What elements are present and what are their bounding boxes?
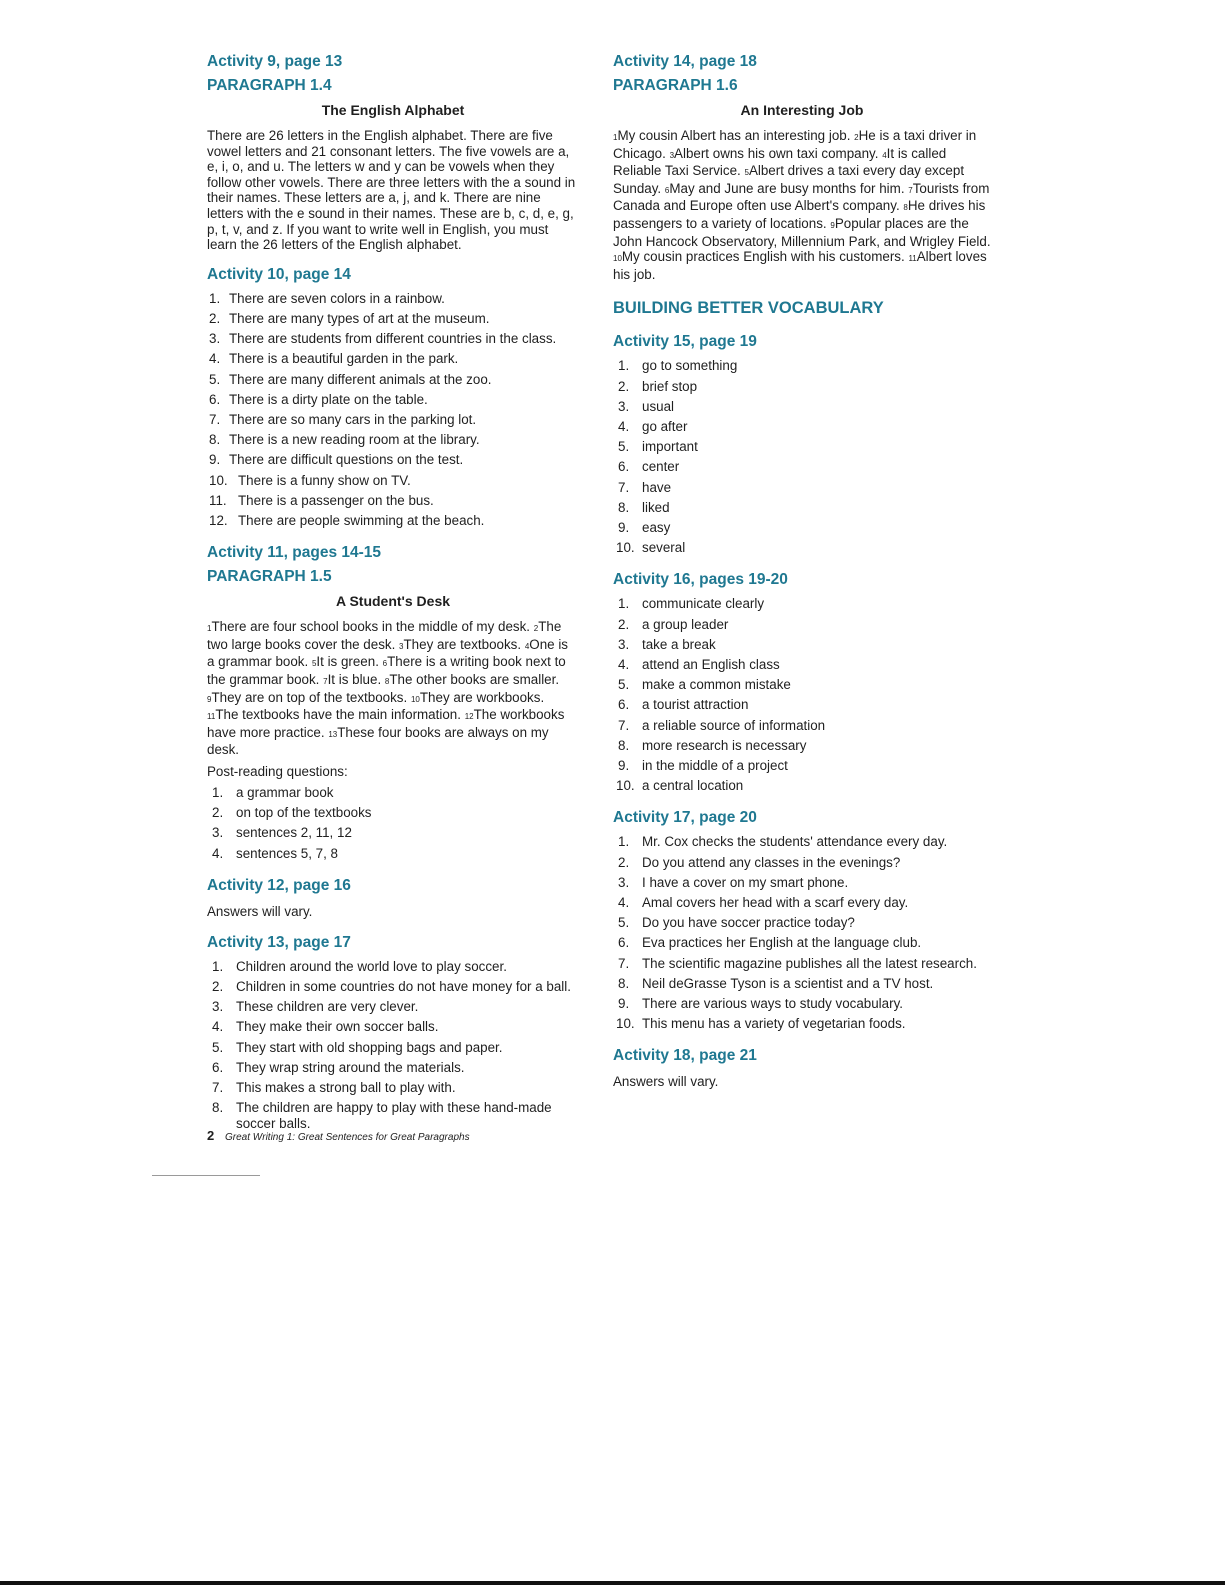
list-item: 2. brief stop <box>618 378 698 394</box>
list-item: 8. more research is necessary <box>618 737 807 753</box>
paragraph-title: An Interesting Job <box>740 102 864 118</box>
list-item: 5. make a common mistake <box>618 677 791 693</box>
list-item: 2. There are many types of art at the museum. <box>209 310 490 326</box>
list-item: 11. There is a passenger on the bus. <box>209 492 434 508</box>
activity-13-list <box>207 957 579 1132</box>
page-number: 2 <box>207 1128 215 1143</box>
list-item: 7. This makes a strong ball to play with. <box>212 1079 456 1095</box>
list-item: 1. a grammar book <box>212 784 334 800</box>
page-footer <box>207 1128 470 1146</box>
list-item: 6. center <box>618 459 680 475</box>
list-item: 3. sentences 2, 11, 12 <box>212 825 352 841</box>
activity-17-list <box>613 832 991 1034</box>
paragraph-text: 1My cousin Albert has an interesting job. 2He is a taxi driver in Chicago. 3Albert owns his own taxi company. 4It is called Reliable Taxi Service. 5Albert drives a taxi every day except Sunday. 6May and June are busy months for him. 7Tourists from Canada and Europe often use Albert's company. 8He drives his passengers to a variety of locations. 9Popular places are the John Hancock Observatory, Millennium Park, and Wrigley Field. 10My cousin practices English with his customers. 11Albert loves his job. <box>613 128 991 282</box>
list-item: 4. They make their own soccer balls. <box>212 1019 439 1035</box>
list-item: 10. several <box>616 540 686 556</box>
list-item: 4. go after <box>618 418 688 434</box>
activity-9-heading: Activity 9, page 13 <box>207 53 343 70</box>
answers-note: Answers will vary. <box>207 903 313 919</box>
activity-15-heading: Activity 15, page 19 <box>613 333 757 351</box>
activity-17-heading: Activity 17, page 20 <box>613 809 757 827</box>
list-item: 4. Amal covers her head with a scarf every day. <box>618 895 909 911</box>
list-item: 3. These children are very clever. <box>212 999 419 1015</box>
activity-12-heading: Activity 12, page 16 <box>207 876 351 894</box>
list-item: 2. on top of the textbooks <box>212 805 372 821</box>
list-item: 7. The scientific magazine publishes all the latest research. <box>618 955 977 971</box>
list-item: 5. Do you have soccer practice today? <box>618 915 855 931</box>
paragraph-title: The English Alphabet <box>321 102 465 118</box>
paragraph-text: There are 26 letters in the English alphabet. There are five vowel letters and 21 consonant letters. The five vowels are a, e, i, o, and u. The letters w and y can be vowels when they follow other vowels. There are three letters with the a sound in their names. These letters are a, j, and k. There are nine letters with the e sound in their names. These are b, c, d, e, g, p, t, v, and z. If you want to write well in English, you must learn the 26 letters of the English alphabet. <box>207 128 576 253</box>
list-item: 5. They start with old shopping bags and paper. <box>212 1039 503 1055</box>
list-item: 10. a central location <box>616 778 744 794</box>
divider <box>152 1175 260 1176</box>
paragraph-1-4-label: PARAGRAPH 1.4 <box>207 77 332 94</box>
activity-16-heading: Activity 16, pages 19-20 <box>613 571 788 589</box>
answers-note: Answers will vary. <box>613 1074 719 1090</box>
post-reading-label: Post-reading questions: <box>207 763 348 779</box>
paragraph-1-6-label: PARAGRAPH 1.6 <box>613 77 738 94</box>
list-item: 9. There are various ways to study vocabulary. <box>618 996 903 1012</box>
activity-13-heading: Activity 13, page 17 <box>207 933 351 951</box>
list-item: 4. attend an English class <box>618 656 780 672</box>
book-title: Great Writing 1: Great Sentences for Great Paragraphs <box>225 1132 470 1143</box>
list-item: 1. communicate clearly <box>618 596 765 612</box>
list-item: 6. They wrap string around the materials. <box>212 1059 465 1075</box>
activity-16-list <box>613 594 991 796</box>
list-item: 6. a tourist attraction <box>618 697 749 713</box>
paragraph-title: A Student's Desk <box>335 593 451 610</box>
list-item: 8. liked <box>618 499 670 515</box>
left-column <box>207 50 579 1131</box>
list-item: 5. There are many different animals at the zoo. <box>209 371 492 387</box>
list-item: 7. have <box>618 479 672 495</box>
list-item: 3. take a break <box>618 636 716 652</box>
paragraph-1-5-label: PARAGRAPH 1.5 <box>207 568 332 586</box>
list-item: 6. There is a dirty plate on the table. <box>209 391 428 407</box>
list-item: 3. usual <box>618 398 675 414</box>
activity-14-heading: Activity 14, page 18 <box>613 53 757 70</box>
activity-11-heading: Activity 11, pages 14-15 <box>207 544 382 562</box>
list-item: 2. Children in some countries do not have money for a ball. <box>212 978 571 994</box>
list-item: 8. Neil deGrasse Tyson is a scientist and a TV host. <box>618 975 934 991</box>
activity-10-list <box>207 289 579 531</box>
list-item: 3. I have a cover on my smart phone. <box>618 874 849 890</box>
list-item: 7. There are so many cars in the parking lot. <box>209 411 477 427</box>
list-item: 2. a group leader <box>618 616 729 632</box>
list-item: 6. Eva practices her English at the language club. <box>618 935 922 951</box>
list-item: 1. go to something <box>618 358 738 374</box>
list-item: 1. Children around the world love to play soccer. <box>212 958 507 974</box>
post-reading-list <box>207 783 579 864</box>
list-item: 8. There is a new reading room at the library. <box>209 432 480 448</box>
activity-18-heading: Activity 18, page 21 <box>613 1047 757 1065</box>
activity-10-heading: Activity 10, page 14 <box>207 265 351 283</box>
right-column <box>613 50 991 1091</box>
list-item: 9. in the middle of a project <box>618 758 788 773</box>
list-item: 9. easy <box>618 519 671 535</box>
list-item: 7. a reliable source of information <box>618 717 826 733</box>
list-item: 3. There are students from different countries in the class. <box>209 331 557 347</box>
list-item: 9. There are difficult questions on the test. <box>209 452 464 468</box>
list-item: 10. This menu has a variety of vegetarian foods. <box>616 1016 906 1032</box>
list-item: 10. There is a funny show on TV. <box>209 472 411 488</box>
list-item: 1. There are seven colors in a rainbow. <box>209 290 445 306</box>
list-item: 1. Mr. Cox checks the students' attendance every day. <box>618 834 948 850</box>
list-item: 4. There is a beautiful garden in the park. <box>209 351 459 367</box>
paragraph-text: 1There are four school books in the middle of my desk. 2The two large books cover the desk. 3They are textbooks. 4One is a grammar book. 5It is green. 6There is a writing book next to the grammar book. 7It is blue. 8The other books are smaller. 9They are on top of the textbooks. 10They are workbooks. 11The textbooks have the main information. 12The workbooks have more practice. 13These four books are always on my desk. <box>207 619 568 758</box>
list-item: 2. Do you attend any classes in the evenings? <box>618 854 901 870</box>
list-item: 8. The children are happy to play with these hand-made soccer balls. <box>212 1100 552 1131</box>
list-item: 4. sentences 5, 7, 8 <box>212 845 338 861</box>
vocabulary-heading: BUILDING BETTER VOCABULARY <box>613 299 884 318</box>
activity-15-list <box>613 356 991 558</box>
bottom-edge-bar <box>0 1581 1225 1585</box>
list-item: 5. important <box>618 439 698 455</box>
list-item: 12. There are people swimming at the beach. <box>209 512 485 528</box>
